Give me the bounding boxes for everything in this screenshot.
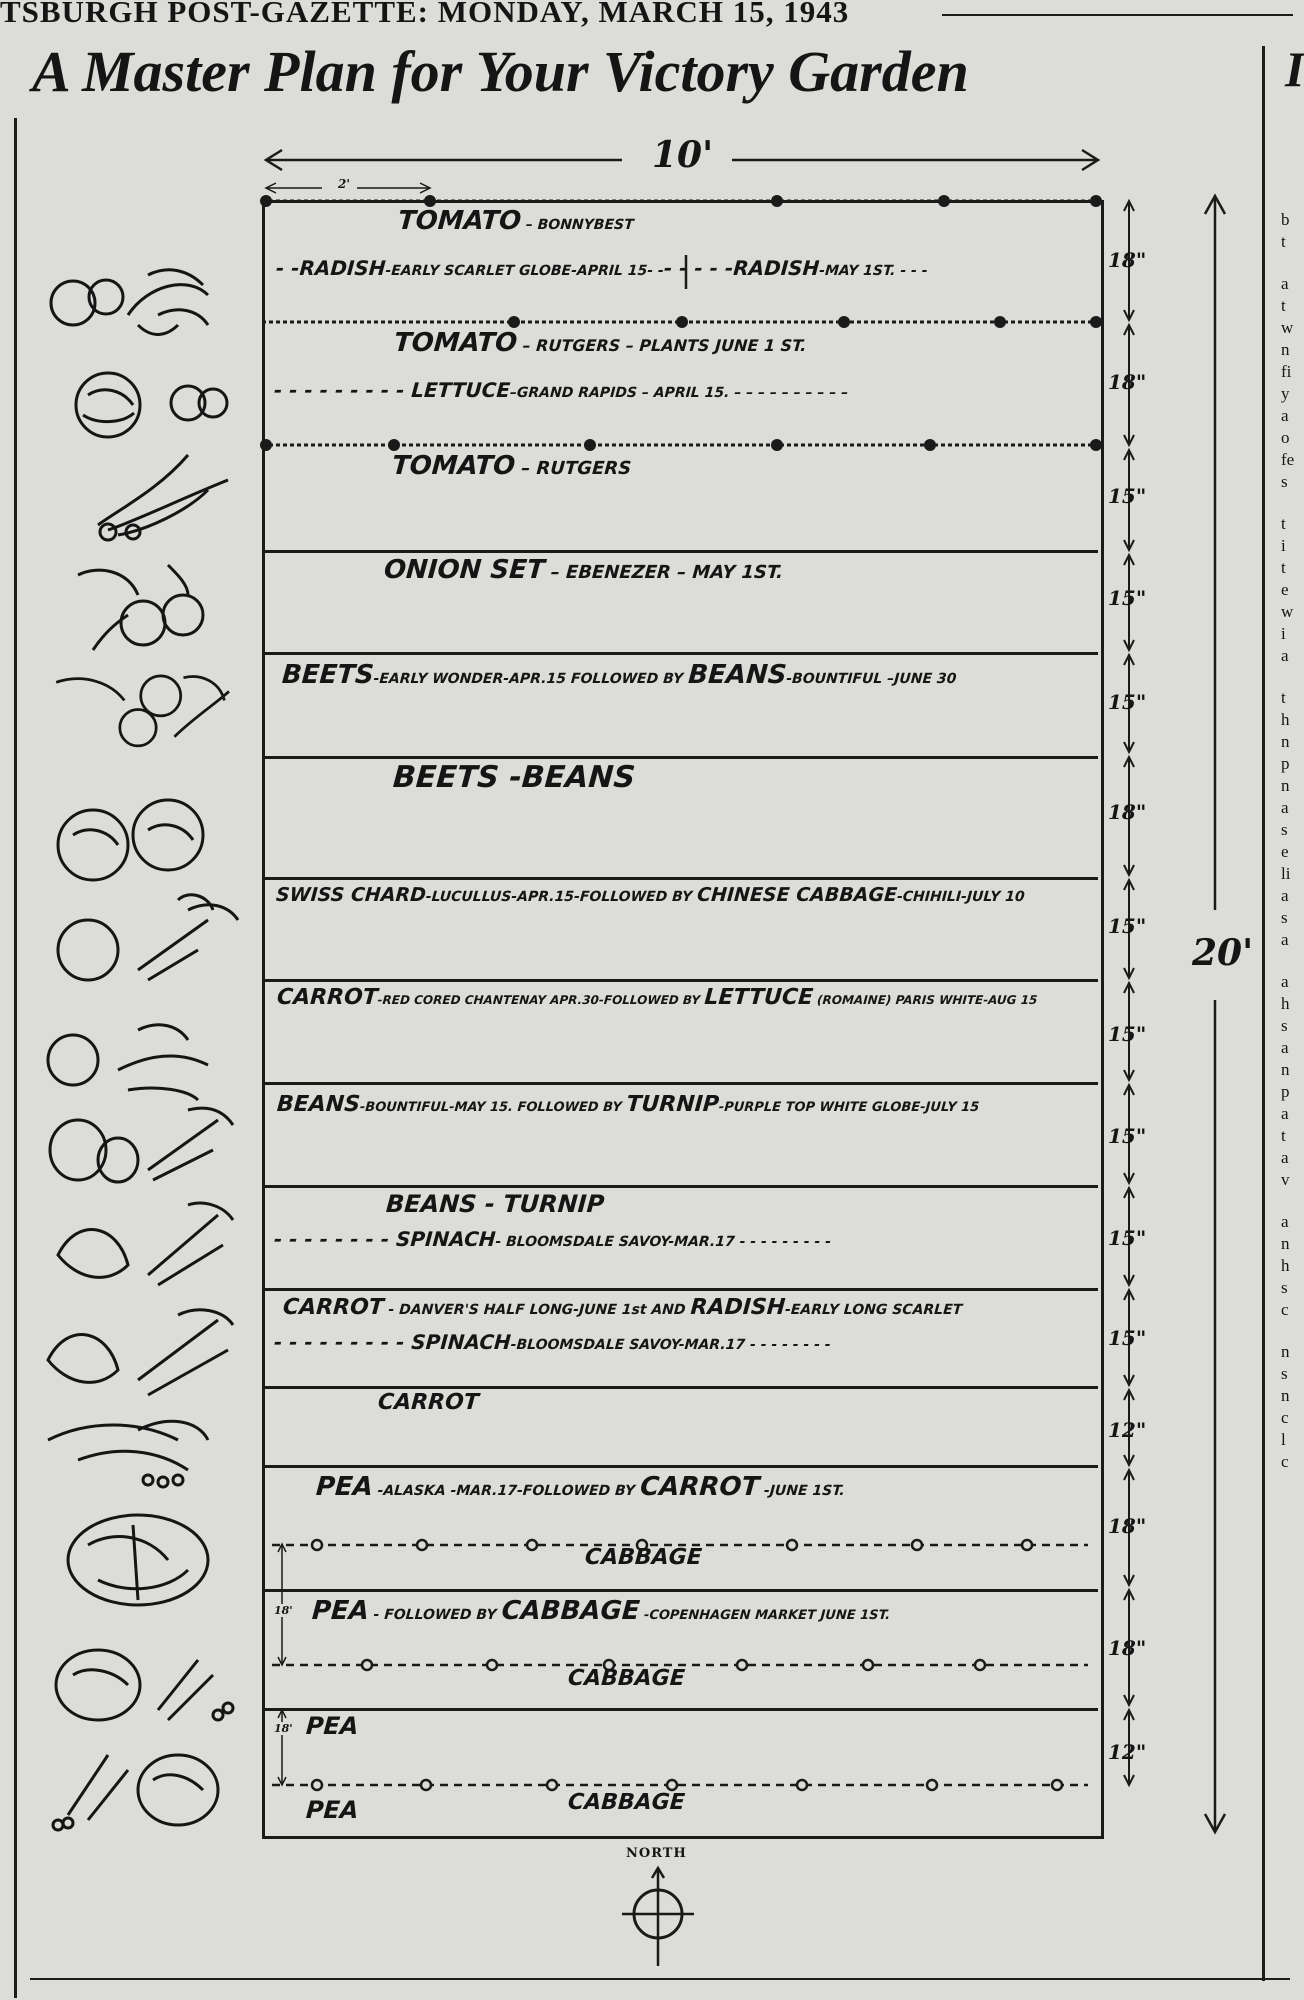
adjacent-column-text: n — [1281, 1342, 1290, 1361]
adjacent-column — [1285, 40, 1304, 98]
row-label-swiss-chard: SWISS CHARD-LUCULLUS-APR.15-FOLLOWED BY CHINESE CABBAGE-CHIHILI-JULY 10 — [275, 884, 1026, 906]
onion-icon — [38, 450, 238, 550]
adjacent-column-text: h — [1281, 994, 1290, 1013]
subdivision-label: 2' — [338, 177, 351, 191]
row-label-spinach: - - - - - - - - SPINACH- BLOOMSDALE SAVOY-MAR.17 - - - - - - - - - — [273, 1227, 832, 1251]
row-spacing-label: 18" — [1108, 1636, 1147, 1660]
row-label-pea-2: PEA — [305, 1796, 360, 1824]
adjacent-column-text: a — [1281, 406, 1289, 425]
adjacent-column-text: t — [1281, 688, 1286, 707]
right-column-rule — [1262, 46, 1265, 1981]
cabbage-icon — [38, 1505, 238, 1615]
adjacent-column-text: n — [1281, 1060, 1290, 1079]
pea-spacing-label: 18' — [274, 1604, 293, 1617]
turnip-icon — [38, 1090, 238, 1190]
adjacent-column-text: b — [1281, 210, 1290, 229]
row-divider — [262, 1465, 1098, 1468]
radish-divider-tick — [680, 255, 700, 289]
adjacent-column-text: y — [1281, 384, 1290, 403]
row-divider — [262, 1386, 1098, 1389]
north-label: NORTH — [626, 1846, 687, 1861]
width-label: 10' — [652, 134, 714, 176]
row-spacing-label: 15" — [1108, 1226, 1147, 1250]
row-spacing-label: 15" — [1108, 484, 1147, 508]
adjacent-column-text: a — [1281, 1148, 1289, 1167]
row-divider — [262, 1185, 1098, 1188]
adjacent-column-text: t — [1281, 1126, 1286, 1145]
row-spacing-label: 15" — [1108, 1326, 1147, 1350]
adjacent-column-text: h — [1281, 1256, 1290, 1275]
row-divider — [262, 756, 1098, 759]
adjacent-column-text: s — [1281, 472, 1288, 491]
cabbage-icon — [38, 790, 238, 890]
adjacent-column-text: t — [1281, 558, 1286, 577]
adjacent-column-text: a — [1281, 798, 1289, 817]
row-divider — [262, 877, 1098, 880]
adjacent-column-text: a — [1281, 646, 1289, 665]
pea-icon — [38, 1735, 238, 1835]
adjacent-column-text: a — [1281, 1212, 1289, 1231]
adjacent-column-text: a — [1281, 886, 1289, 905]
cabbage-icon — [38, 355, 238, 455]
adjacent-column-text: li — [1281, 864, 1291, 883]
adjacent-column-text: e — [1281, 842, 1289, 861]
row-spacing-arrows — [1114, 195, 1144, 1790]
bottom-rule — [30, 1978, 1290, 1980]
adjacent-column-text: s — [1281, 1364, 1288, 1383]
newspaper-masthead: TSBURGH POST-GAZETTE: MONDAY, MARCH 15, 1943 — [0, 0, 850, 29]
row-spacing-label: 15" — [1108, 586, 1147, 610]
row-spacing-label: 15" — [1108, 690, 1147, 714]
row-label-tomato-bonnybest: TOMATO – BONNYBEST — [396, 206, 635, 236]
tomato-stake-rows — [262, 195, 1102, 455]
row-divider — [262, 1288, 1098, 1291]
row-spacing-label: 12" — [1108, 1418, 1147, 1442]
adjacent-column-text: fe — [1281, 450, 1295, 469]
row-label-beans-turnip-2: BEANS - TURNIP — [385, 1190, 606, 1218]
row-label-lettuce: - - - - - - - - - LETTUCE–GRAND RAPIDS – APRIL 15. – – – – – – – – – – — [273, 378, 849, 402]
adjacent-column-text: s — [1281, 908, 1288, 927]
adjacent-column-text: s — [1281, 820, 1288, 839]
adjacent-column-text: l — [1281, 1430, 1286, 1449]
adjacent-column-text: v — [1281, 1170, 1290, 1189]
row-spacing-label: 18" — [1108, 248, 1147, 272]
adjacent-column-text: p — [1281, 754, 1290, 773]
row-label-beets-beans-2: BEETS -BEANS — [391, 760, 637, 795]
row-divider — [262, 652, 1098, 655]
adjacent-column-text: i — [1281, 624, 1286, 643]
adjacent-column-text: c — [1281, 1408, 1289, 1427]
adjacent-column-text: c — [1281, 1452, 1289, 1471]
pea-icon — [38, 1400, 238, 1500]
length-label: 20' — [1192, 932, 1254, 974]
row-spacing-label: 15" — [1108, 914, 1147, 938]
adjacent-column-text: t — [1281, 514, 1286, 533]
left-column-rule — [14, 118, 17, 1998]
adjacent-column-text: c — [1281, 1300, 1289, 1319]
row-label-onion-set: ONION SET – EBENEZER – MAY 1ST. — [382, 555, 784, 585]
adjacent-column-text: n — [1281, 340, 1290, 359]
cabbage-icon — [38, 1630, 238, 1730]
row-label-pea: PEA — [305, 1712, 360, 1740]
adjacent-column-text: w — [1281, 602, 1294, 621]
length-dimension — [1200, 190, 1240, 1840]
row-divider — [262, 550, 1098, 553]
adjacent-column-text: h — [1281, 710, 1290, 729]
row-divider — [262, 979, 1098, 982]
pea-spacing-arrows — [270, 1540, 300, 1790]
carrot-icon — [38, 890, 238, 990]
row-label-tomato-rutgers: TOMATO – RUTGERS — [390, 451, 632, 481]
adjacent-column-text: t — [1281, 232, 1286, 251]
adjacent-column-heading: I — [1285, 41, 1304, 97]
row-spacing-label: 18" — [1108, 370, 1147, 394]
pea-spacing-label: 18' — [274, 1722, 293, 1735]
adjacent-column-text: a — [1281, 930, 1289, 949]
adjacent-column-text: a — [1281, 1104, 1289, 1123]
adjacent-column-text: i — [1281, 536, 1286, 555]
row-label-cabbage: CABBAGE — [584, 1545, 703, 1570]
row-label-cabbage-3: CABBAGE — [567, 1790, 686, 1815]
row-spacing-label: 12" — [1108, 1740, 1147, 1764]
adjacent-column-text: fi — [1281, 362, 1292, 381]
row-label-beans-turnip: BEANS-BOUNTIFUL-MAY 15. FOLLOWED BY TURNIP-PURPLE TOP WHITE GLOBE-JULY 15 — [276, 1092, 980, 1117]
beet-icon — [38, 555, 238, 655]
spinach-icon — [38, 1300, 238, 1400]
row-label-pea-cabbage: PEA - FOLLOWED BY CABBAGE -COPENHAGEN MARKET JUNE 1ST. — [310, 1596, 891, 1626]
row-label-carrot-radish: CARROT - DANVER'S HALF LONG-JUNE 1st AND RADISH-EARLY LONG SCARLET — [282, 1295, 963, 1320]
adjacent-column-text: n — [1281, 776, 1290, 795]
row-label-tomato-rutgers-plants: TOMATO – RUTGERS – PLANTS JUNE 1 ST. — [392, 328, 808, 358]
masthead-rule — [942, 14, 1293, 16]
row-spacing-label: 15" — [1108, 1124, 1147, 1148]
adjacent-column-text: p — [1281, 1082, 1290, 1101]
adjacent-column-text: n — [1281, 1234, 1290, 1253]
adjacent-column-text: n — [1281, 1386, 1290, 1405]
row-label-beets-beans: BEETS-EARLY WONDER-APR.15 FOLLOWED BY BEANS-BOUNTIFUL –JUNE 30 — [280, 660, 957, 690]
swiss-chard-icon — [38, 655, 238, 755]
row-label-cabbage-2: CABBAGE — [567, 1666, 686, 1691]
row-spacing-label: 15" — [1108, 1022, 1147, 1046]
row-spacing-label: 18" — [1108, 1514, 1147, 1538]
compass-icon — [616, 1866, 696, 1970]
spinach-icon — [38, 1195, 238, 1295]
row-label-radish: - -RADISH-EARLY SCARLET GLOBE-APRIL 15- -- - - - -RADISH-MAY 1ST. - - - — [275, 256, 929, 280]
adjacent-column-text: a — [1281, 1038, 1289, 1057]
row-label-spinach-2: - - - - - - - - - SPINACH-BLOOMSDALE SAVOY-MAR.17 - - - - - - - - — [273, 1330, 832, 1354]
row-divider — [262, 1082, 1098, 1085]
adjacent-column-text: n — [1281, 732, 1290, 751]
adjacent-column-text: o — [1281, 428, 1290, 447]
row-label-pea-carrot: PEA -ALASKA -MAR.17-FOLLOWED BY CARROT -JUNE 1ST. — [314, 1472, 846, 1502]
tomato-icon — [38, 245, 238, 345]
adjacent-column-text: s — [1281, 1016, 1288, 1035]
adjacent-column-text: a — [1281, 972, 1289, 991]
adjacent-column-text: w — [1281, 318, 1294, 337]
adjacent-column-text: s — [1281, 1278, 1288, 1297]
row-spacing-label: 18" — [1108, 800, 1147, 824]
article-headline: A Master Plan for Your Victory Garden — [32, 39, 969, 104]
row-label-carrot-lettuce: CARROT-RED CORED CHANTENAY APR.30-FOLLOWED BY LETTUCE (ROMAINE) PARIS WHITE-AUG 15 — [276, 985, 1038, 1010]
row-label-carrot: CARROT — [377, 1390, 480, 1415]
adjacent-column-text: e — [1281, 580, 1289, 599]
adjacent-column-text: t — [1281, 296, 1286, 315]
adjacent-column-text: a — [1281, 274, 1289, 293]
